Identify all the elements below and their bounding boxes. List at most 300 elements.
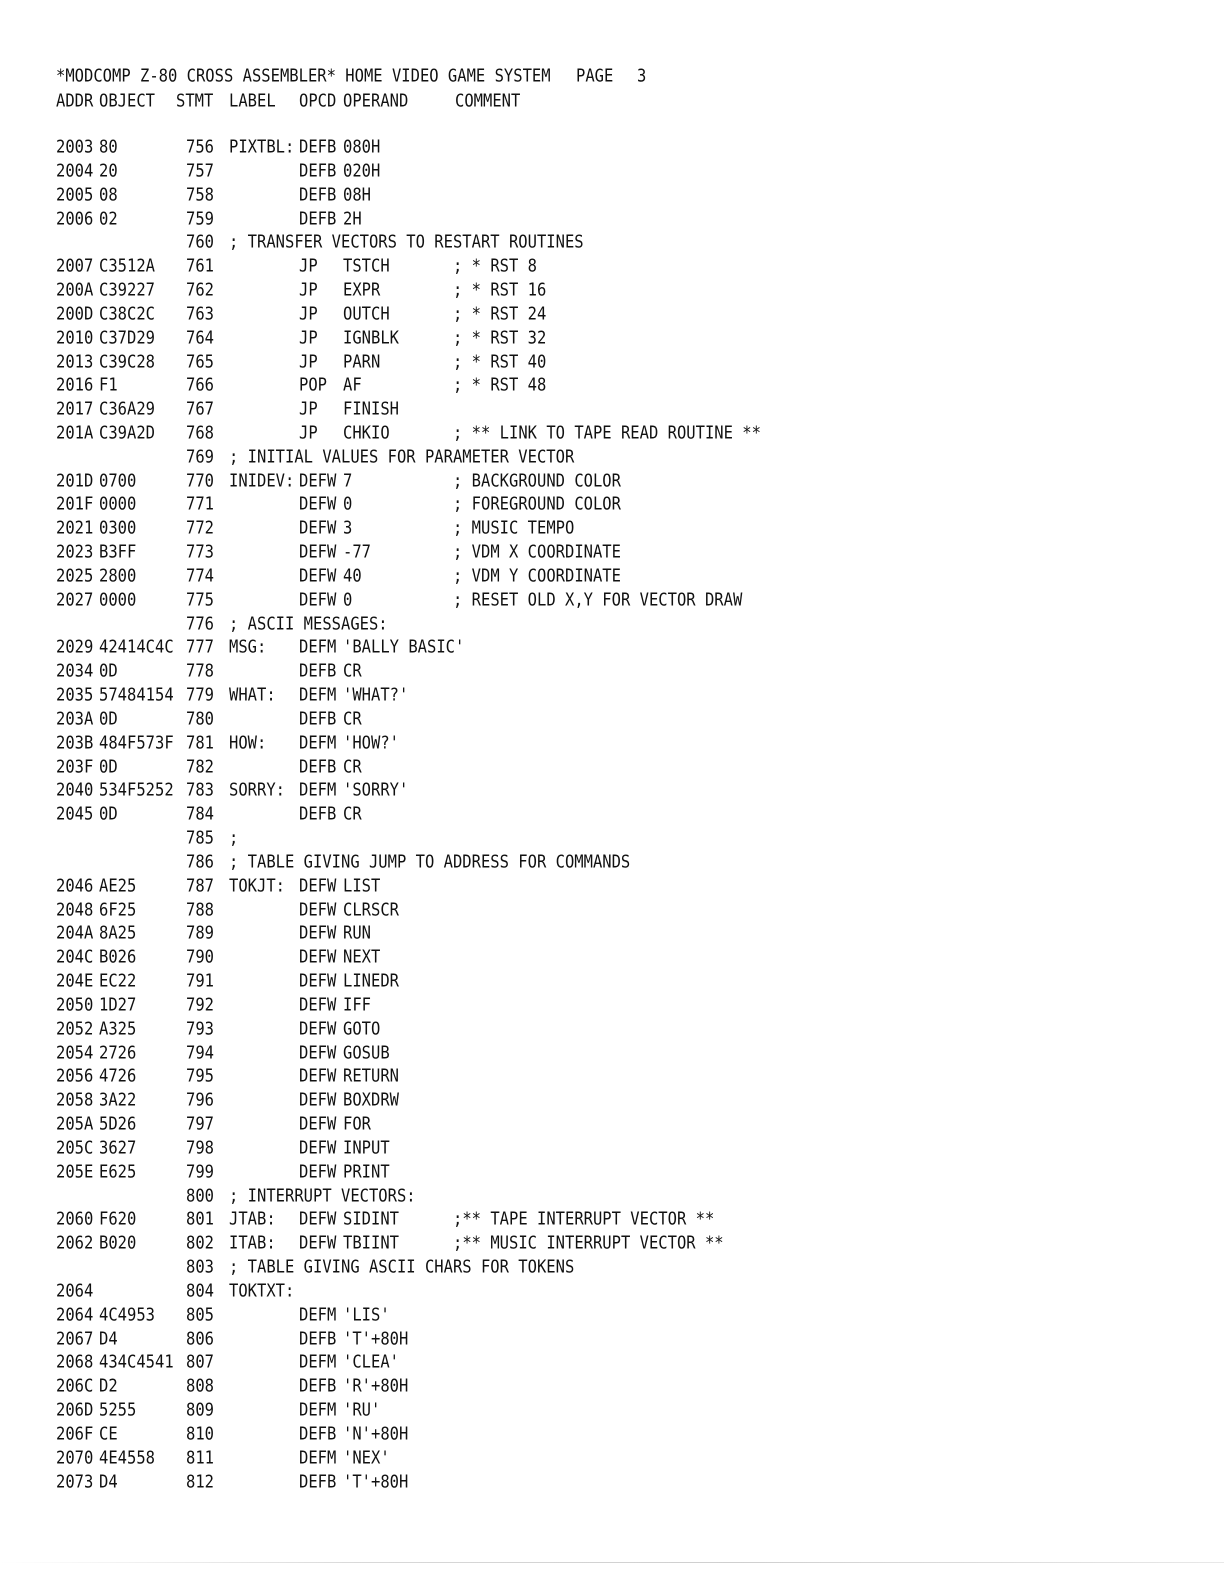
- row-object-code: C3512A: [99, 256, 155, 277]
- row-object-code: F1: [99, 375, 118, 396]
- row-statement-number: 809: [186, 1399, 214, 1421]
- column-header-operand: OPERAND: [343, 90, 409, 112]
- row-statement-number: 780: [186, 708, 214, 729]
- row-operand: GOSUB: [343, 1042, 390, 1063]
- row-statement-number: 768: [186, 422, 214, 444]
- row-object-code: 0000: [99, 494, 137, 515]
- row-address: 2007: [56, 256, 94, 277]
- row-object-code: F620: [99, 1209, 137, 1230]
- row-label: HOW:: [229, 732, 267, 753]
- row-object-code: C39227: [99, 279, 155, 301]
- row-comment: ; VDM Y COORDINATE: [453, 565, 621, 586]
- row-statement-number: 765: [186, 351, 214, 372]
- row-opcode: DEFM: [299, 1304, 337, 1325]
- row-comment: ; VDM X COORDINATE: [453, 542, 621, 563]
- row-statement-number: 800: [186, 1185, 214, 1206]
- column-header-label: LABEL: [229, 90, 276, 112]
- row-operand: EXPR: [343, 279, 381, 301]
- row-statement-number: 775: [186, 589, 214, 610]
- row-object-code: B026: [99, 947, 137, 968]
- row-opcode: DEFW: [299, 1113, 337, 1135]
- row-object-code: 42414C4C: [99, 637, 174, 658]
- row-operand: 'T'+80H: [343, 1471, 409, 1492]
- row-object-code: 2800: [99, 565, 137, 586]
- row-address: 2056: [56, 1066, 94, 1087]
- row-statement-number: 798: [186, 1137, 214, 1158]
- row-opcode: DEFW: [299, 994, 337, 1015]
- row-statement-number: 790: [186, 947, 214, 968]
- row-address: 2058: [56, 1090, 94, 1111]
- row-opcode: DEFM: [299, 780, 337, 801]
- row-comment-line: ; TRANSFER VECTORS TO RESTART ROUTINES: [229, 232, 584, 253]
- row-statement-number: 772: [186, 518, 214, 539]
- row-operand: AF: [343, 375, 362, 396]
- row-statement-number: 769: [186, 446, 214, 467]
- row-object-code: 4E4558: [99, 1447, 155, 1468]
- listing-row: [0, 1468, 1224, 1495]
- row-opcode: DEFW: [299, 542, 337, 563]
- row-opcode: DEFW: [299, 1233, 337, 1254]
- row-statement-number: 763: [186, 303, 214, 324]
- row-object-code: 08: [99, 184, 118, 205]
- row-label: SORRY:: [229, 780, 285, 801]
- row-object-code: 434C4541: [99, 1352, 174, 1373]
- row-opcode: DEFW: [299, 970, 337, 992]
- row-operand: 0: [343, 494, 353, 515]
- row-object-code: B3FF: [99, 542, 137, 563]
- row-statement-number: 804: [186, 1280, 214, 1301]
- row-address: 205E: [56, 1161, 94, 1182]
- listing-row: [0, 1254, 1224, 1281]
- row-operand: 7: [343, 470, 353, 491]
- row-object-code: 57484154: [99, 685, 174, 706]
- row-operand: GOTO: [343, 1018, 381, 1039]
- row-object-code: D2: [99, 1376, 118, 1397]
- row-label: ITAB:: [229, 1233, 276, 1254]
- page-number: 3: [637, 65, 647, 87]
- row-address: 2054: [56, 1042, 94, 1063]
- row-opcode: DEFW: [299, 1209, 337, 1230]
- row-statement-number: 776: [186, 613, 214, 634]
- row-statement-number: 810: [186, 1423, 214, 1444]
- row-address: 2045: [56, 804, 94, 825]
- row-opcode: DEFB: [299, 160, 337, 181]
- row-label: INIDEV:: [229, 470, 295, 491]
- row-address: 2073: [56, 1471, 94, 1492]
- row-object-code: 2726: [99, 1042, 137, 1063]
- row-statement-number: 766: [186, 375, 214, 396]
- row-opcode: DEFM: [299, 637, 337, 658]
- row-object-code: 0D: [99, 804, 118, 825]
- row-opcode: JP: [299, 399, 318, 420]
- row-operand: FINISH: [343, 399, 399, 420]
- row-opcode: JP: [299, 256, 318, 277]
- row-opcode: DEFB: [299, 804, 337, 825]
- row-object-code: D4: [99, 1471, 118, 1492]
- row-object-code: C36A29: [99, 399, 155, 420]
- row-comment: ; FOREGROUND COLOR: [453, 494, 621, 515]
- row-address: 203A: [56, 708, 94, 729]
- row-address: 2046: [56, 875, 94, 896]
- row-statement-number: 764: [186, 327, 214, 348]
- row-object-code: 3A22: [99, 1090, 137, 1111]
- row-opcode: DEFW: [299, 1066, 337, 1087]
- row-object-code: 20: [99, 160, 118, 181]
- listing-row: [0, 825, 1224, 852]
- row-address: 205C: [56, 1137, 94, 1158]
- row-statement-number: 801: [186, 1209, 214, 1230]
- row-comment: ; MUSIC TEMPO: [453, 518, 575, 539]
- row-operand: LINEDR: [343, 970, 399, 992]
- row-operand: 080H: [343, 136, 381, 158]
- row-comment: ; * RST 40: [453, 351, 547, 372]
- row-label: PIXTBL:: [229, 136, 295, 158]
- row-object-code: 0300: [99, 518, 137, 539]
- row-address: 2052: [56, 1018, 94, 1039]
- row-object-code: CE: [99, 1423, 118, 1444]
- listing-row: [0, 968, 1224, 995]
- listing-title: *MODCOMP Z-80 CROSS ASSEMBLER* HOME VIDEO GAME SYSTEM: [56, 65, 551, 87]
- row-operand: 3: [343, 518, 353, 539]
- row-statement-number: 770: [186, 470, 214, 491]
- row-operand: RETURN: [343, 1066, 399, 1087]
- row-address: 203F: [56, 756, 94, 777]
- column-header-stmt: STMT: [176, 90, 214, 112]
- row-address: 205A: [56, 1113, 94, 1135]
- row-label: TOKJT:: [229, 875, 285, 896]
- row-statement-number: 789: [186, 923, 214, 944]
- row-label: WHAT:: [229, 685, 276, 706]
- row-statement-number: 756: [186, 136, 214, 158]
- row-statement-number: 773: [186, 542, 214, 563]
- row-statement-number: 757: [186, 160, 214, 181]
- row-address: 206D: [56, 1399, 94, 1421]
- row-opcode: DEFW: [299, 1042, 337, 1063]
- listing-row: [0, 324, 1224, 351]
- row-address: 2035: [56, 685, 94, 706]
- listing-row: [0, 1134, 1224, 1161]
- row-operand: PARN: [343, 351, 381, 372]
- row-address: 2067: [56, 1328, 94, 1349]
- row-operand: 40: [343, 565, 362, 586]
- listing-row: [0, 134, 1224, 161]
- row-operand: 'NEX': [343, 1447, 390, 1468]
- row-statement-number: 774: [186, 565, 214, 586]
- listing-row: [0, 1111, 1224, 1138]
- row-address: 2064: [56, 1304, 94, 1325]
- row-statement-number: 793: [186, 1018, 214, 1039]
- row-address: 2064: [56, 1280, 94, 1301]
- row-object-code: 5D26: [99, 1113, 137, 1135]
- column-headers: [0, 88, 1224, 115]
- row-comment: ; * RST 32: [453, 327, 547, 348]
- row-object-code: 4726: [99, 1066, 137, 1087]
- row-object-code: 80: [99, 136, 118, 158]
- row-opcode: DEFW: [299, 494, 337, 515]
- row-object-code: C37D29: [99, 327, 155, 348]
- row-statement-number: 799: [186, 1161, 214, 1182]
- row-opcode: POP: [299, 375, 327, 396]
- row-statement-number: 805: [186, 1304, 214, 1325]
- row-operand: NEXT: [343, 947, 381, 968]
- row-statement-number: 784: [186, 804, 214, 825]
- row-address: 2040: [56, 780, 94, 801]
- row-operand: IGNBLK: [343, 327, 399, 348]
- row-operand: LIST: [343, 875, 381, 896]
- row-operand: TSTCH: [343, 256, 390, 277]
- row-operand: 'T'+80H: [343, 1328, 409, 1349]
- row-comment: ; RESET OLD X,Y FOR VECTOR DRAW: [453, 589, 743, 610]
- page-header: [0, 63, 1224, 90]
- listing-row: [0, 848, 1224, 875]
- row-object-code: 0000: [99, 589, 137, 610]
- row-object-code: 02: [99, 208, 118, 229]
- column-header-object: OBJECT: [99, 90, 155, 112]
- row-object-code: B020: [99, 1233, 137, 1254]
- row-statement-number: 788: [186, 899, 214, 920]
- column-header-comment: COMMENT: [455, 90, 521, 112]
- row-comment: ; * RST 24: [453, 303, 547, 324]
- row-operand: 'CLEA': [343, 1352, 399, 1373]
- row-comment-line: ; ASCII MESSAGES:: [229, 613, 388, 634]
- row-object-code: 0D: [99, 756, 118, 777]
- row-opcode: DEFB: [299, 756, 337, 777]
- listing-row: [0, 420, 1224, 447]
- row-address: 2004: [56, 160, 94, 181]
- row-address: 2017: [56, 399, 94, 420]
- scan-artifact-line: [0, 1562, 1224, 1563]
- row-label: TOKTXT:: [229, 1280, 295, 1301]
- row-opcode: DEFW: [299, 1090, 337, 1111]
- row-opcode: JP: [299, 303, 318, 324]
- row-object-code: 484F573F: [99, 732, 174, 753]
- row-statement-number: 806: [186, 1328, 214, 1349]
- row-statement-number: 792: [186, 994, 214, 1015]
- row-object-code: E625: [99, 1161, 137, 1182]
- row-statement-number: 767: [186, 399, 214, 420]
- row-address: 2006: [56, 208, 94, 229]
- column-header-addr: ADDR: [56, 90, 94, 112]
- row-object-code: 1D27: [99, 994, 137, 1015]
- row-object-code: EC22: [99, 970, 137, 992]
- row-object-code: D4: [99, 1328, 118, 1349]
- row-label: JTAB:: [229, 1209, 276, 1230]
- row-operand: 'SORRY': [343, 780, 409, 801]
- row-comment: ;** MUSIC INTERRUPT VECTOR **: [453, 1233, 724, 1254]
- row-address: 204C: [56, 947, 94, 968]
- row-object-code: 0D: [99, 661, 118, 682]
- row-operand: CR: [343, 804, 362, 825]
- row-opcode: DEFW: [299, 899, 337, 920]
- row-opcode: DEFB: [299, 208, 337, 229]
- row-address: 2027: [56, 589, 94, 610]
- row-opcode: DEFB: [299, 661, 337, 682]
- row-opcode: DEFW: [299, 923, 337, 944]
- row-address: 2062: [56, 1233, 94, 1254]
- row-address: 206F: [56, 1423, 94, 1444]
- row-statement-number: 771: [186, 494, 214, 515]
- row-object-code: 0700: [99, 470, 137, 491]
- row-object-code: 0D: [99, 708, 118, 729]
- row-statement-number: 761: [186, 256, 214, 277]
- row-address: 201F: [56, 494, 94, 515]
- row-address: 206C: [56, 1376, 94, 1397]
- row-address: 2034: [56, 661, 94, 682]
- listing-row: [0, 1158, 1224, 1185]
- row-opcode: DEFM: [299, 1447, 337, 1468]
- row-opcode: DEFB: [299, 1328, 337, 1349]
- row-operand: CHKIO: [343, 422, 390, 444]
- listing-row: [0, 991, 1224, 1018]
- row-address: 2025: [56, 565, 94, 586]
- row-operand: CR: [343, 756, 362, 777]
- listing-row: [0, 705, 1224, 732]
- row-address: 2021: [56, 518, 94, 539]
- listing-row: [0, 562, 1224, 589]
- row-opcode: DEFW: [299, 1137, 337, 1158]
- row-statement-number: 803: [186, 1256, 214, 1278]
- row-object-code: 4C4953: [99, 1304, 155, 1325]
- row-opcode: DEFW: [299, 947, 337, 968]
- row-operand: SIDINT: [343, 1209, 399, 1230]
- row-operand: 0: [343, 589, 353, 610]
- row-address: 2029: [56, 637, 94, 658]
- row-comment-line: ; TABLE GIVING ASCII CHARS FOR TOKENS: [229, 1256, 575, 1278]
- row-statement-number: 791: [186, 970, 214, 992]
- listing-row: [0, 396, 1224, 423]
- row-operand: CR: [343, 661, 362, 682]
- row-statement-number: 758: [186, 184, 214, 205]
- row-address: 2068: [56, 1352, 94, 1373]
- row-label: MSG:: [229, 637, 267, 658]
- row-opcode: DEFW: [299, 589, 337, 610]
- row-operand: OUTCH: [343, 303, 390, 324]
- listing-row: [0, 1301, 1224, 1328]
- listing-row: [0, 1397, 1224, 1424]
- row-operand: 'WHAT?': [343, 685, 409, 706]
- row-statement-number: 794: [186, 1042, 214, 1063]
- row-opcode: JP: [299, 279, 318, 301]
- row-comment-line: ; INITIAL VALUES FOR PARAMETER VECTOR: [229, 446, 575, 467]
- row-address: 204A: [56, 923, 94, 944]
- listing-row: [0, 539, 1224, 566]
- row-address: 201D: [56, 470, 94, 491]
- row-operand: -77: [343, 542, 371, 563]
- row-address: 201A: [56, 422, 94, 444]
- row-comment: ; BACKGROUND COLOR: [453, 470, 621, 491]
- row-object-code: 5255: [99, 1399, 137, 1421]
- row-object-code: 534F5252: [99, 780, 174, 801]
- listing-row: [0, 729, 1224, 756]
- listing-row: [0, 1420, 1224, 1447]
- row-opcode: DEFM: [299, 732, 337, 753]
- row-operand: 020H: [343, 160, 381, 181]
- row-statement-number: 779: [186, 685, 214, 706]
- row-statement-number: 787: [186, 875, 214, 896]
- listing-row: [0, 181, 1224, 208]
- row-object-code: 8A25: [99, 923, 137, 944]
- row-statement-number: 795: [186, 1066, 214, 1087]
- row-statement-number: 812: [186, 1471, 214, 1492]
- row-opcode: JP: [299, 327, 318, 348]
- listing-row: [0, 1444, 1224, 1471]
- row-opcode: DEFB: [299, 184, 337, 205]
- row-operand: INPUT: [343, 1137, 390, 1158]
- row-comment: ; ** LINK TO TAPE READ ROUTINE **: [453, 422, 761, 444]
- listing-row: [0, 1015, 1224, 1042]
- row-opcode: DEFW: [299, 1161, 337, 1182]
- listing-row: [0, 682, 1224, 709]
- row-operand: RUN: [343, 923, 371, 944]
- row-opcode: DEFB: [299, 1376, 337, 1397]
- row-operand: 2H: [343, 208, 362, 229]
- row-address: 2010: [56, 327, 94, 348]
- row-operand: TBIINT: [343, 1233, 399, 1254]
- row-operand: 08H: [343, 184, 371, 205]
- page-label: PAGE: [576, 65, 614, 87]
- row-opcode: DEFB: [299, 708, 337, 729]
- row-operand: PRINT: [343, 1161, 390, 1182]
- row-object-code: 6F25: [99, 899, 137, 920]
- row-opcode: DEFB: [299, 136, 337, 158]
- row-address: 2003: [56, 136, 94, 158]
- row-statement-number: 759: [186, 208, 214, 229]
- row-statement-number: 811: [186, 1447, 214, 1468]
- row-statement-number: 785: [186, 828, 214, 849]
- row-object-code: C39C28: [99, 351, 155, 372]
- row-object-code: AE25: [99, 875, 137, 896]
- row-operand: 'RU': [343, 1399, 381, 1421]
- row-operand: CR: [343, 708, 362, 729]
- row-address: 2050: [56, 994, 94, 1015]
- row-opcode: DEFB: [299, 1423, 337, 1444]
- row-statement-number: 802: [186, 1233, 214, 1254]
- row-address: 204E: [56, 970, 94, 992]
- row-opcode: DEFB: [299, 1471, 337, 1492]
- row-operand: IFF: [343, 994, 371, 1015]
- listing-row: [0, 872, 1224, 899]
- row-object-code: 3627: [99, 1137, 137, 1158]
- row-opcode: JP: [299, 422, 318, 444]
- row-statement-number: 808: [186, 1376, 214, 1397]
- listing-row: [0, 586, 1224, 613]
- column-header-opcd: OPCD: [299, 90, 337, 112]
- row-opcode: DEFW: [299, 565, 337, 586]
- row-statement-number: 807: [186, 1352, 214, 1373]
- listing-row: [0, 277, 1224, 304]
- row-object-code: C38C2C: [99, 303, 155, 324]
- row-comment: ;** TAPE INTERRUPT VECTOR **: [453, 1209, 715, 1230]
- row-statement-number: 778: [186, 661, 214, 682]
- row-object-code: A325: [99, 1018, 137, 1039]
- row-opcode: DEFM: [299, 685, 337, 706]
- row-statement-number: 796: [186, 1090, 214, 1111]
- row-address: 2005: [56, 184, 94, 205]
- row-statement-number: 760: [186, 232, 214, 253]
- row-operand: 'R'+80H: [343, 1376, 409, 1397]
- row-opcode: DEFW: [299, 875, 337, 896]
- row-operand: 'LIS': [343, 1304, 390, 1325]
- row-opcode: DEFM: [299, 1399, 337, 1421]
- listing-row: [0, 253, 1224, 280]
- row-statement-number: 783: [186, 780, 214, 801]
- row-statement-number: 786: [186, 851, 214, 872]
- row-address: 2060: [56, 1209, 94, 1230]
- row-statement-number: 797: [186, 1113, 214, 1135]
- row-opcode: DEFW: [299, 470, 337, 491]
- row-comment-line: ; INTERRUPT VECTORS:: [229, 1185, 416, 1206]
- row-object-code: C39A2D: [99, 422, 155, 444]
